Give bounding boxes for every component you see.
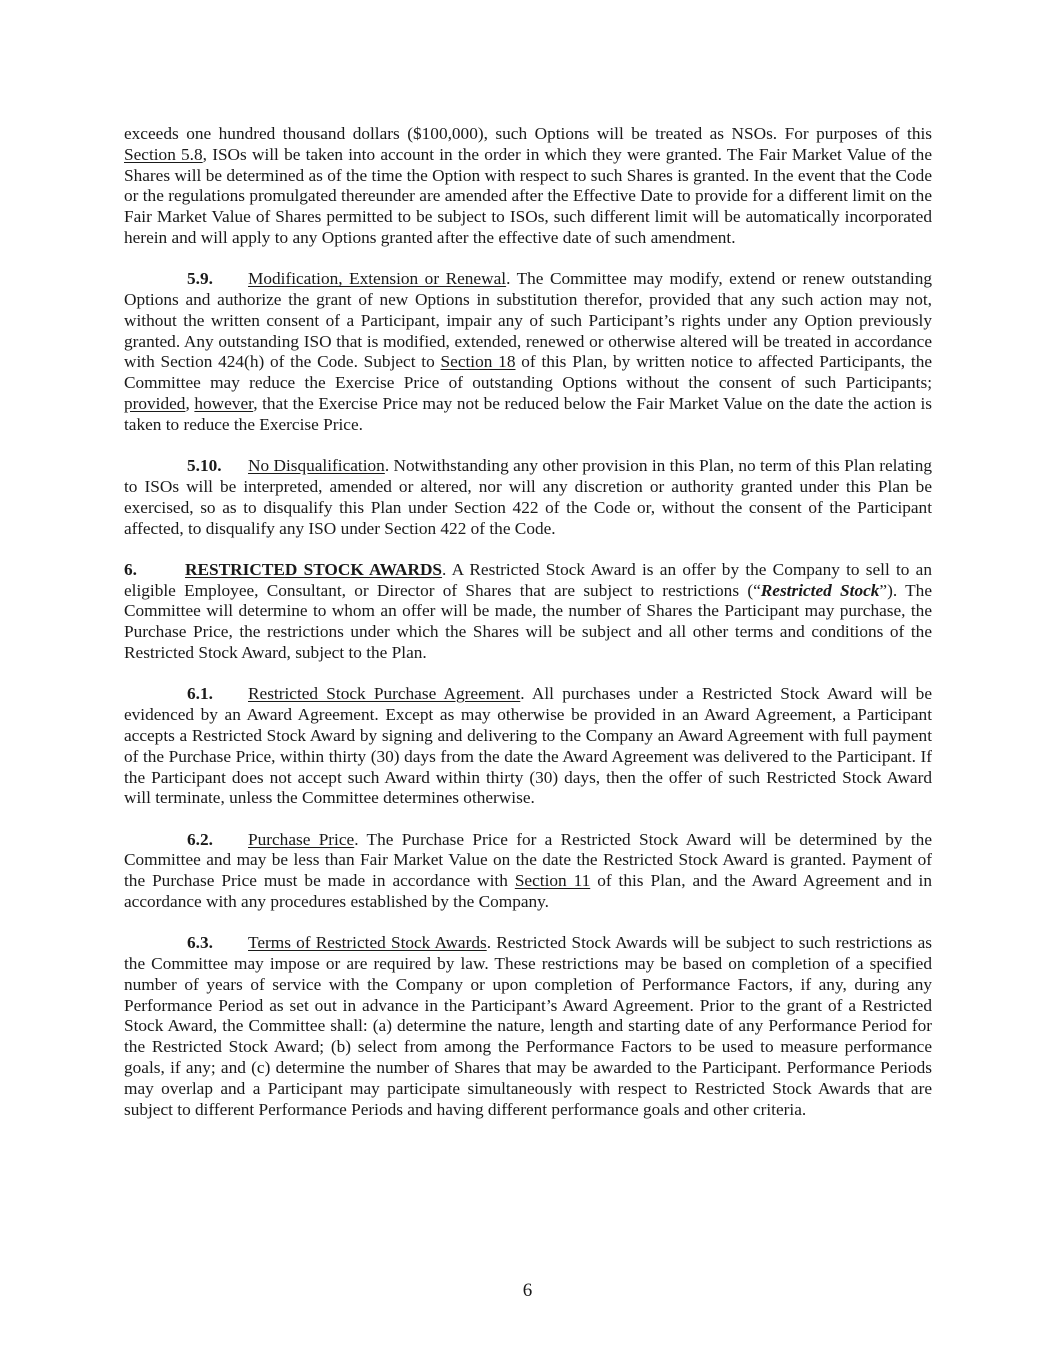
paragraph-continuation: exceeds one hundred thousand dollars ($100,000), such Options will be treated as NSOs. For purposes of this Section 5.8, ISOs will be taken into account in the order in which they were granted. The Fair Market Value of the Shares will be determined as of the time the Option with respect to such Shares is granted. In the event that the Code or the regulations promulgated thereunder are amended after the Effective Date to provide for a different limit on the Fair Market Value of Shares permitted to be subject to ISOs, such different limit will be automatically incorporated herein and will apply to any Options granted after the effective date of such amendment. [124,124,932,247]
section-number: 6.3. [187,933,213,953]
section-18-reference: Section 18 [440,352,516,372]
section-11-reference: Section 11 [514,871,591,891]
section-heading: Purchase Price [248,829,355,849]
page-number: 6 [522,1280,533,1301]
section-heading: No Disqualification [248,456,385,476]
section-number: 5.10. [187,456,222,476]
section-6-3: 6.3. Terms of Restricted Stock Awards. Restricted Stock Awards will be subject to such restrictions as the Committee may impose or are required by law. These restrictions may be based on completion of a specified number of years of service with the Company or upon completion of Performance Factors, if any, during any Performance Period as set out in advance in the Participant’s Award Agreement. Prior to the grant of a Restricted Stock Award, the Committee shall: (a) determine the nature, length and starting date of any Performance Period for the Restricted Stock Award; (b) select from among the Performance Factors to be used to measure performance goals, if any; and (c) determine the number of Shares that may be awarded to the Participant. Performance Periods may overlap and a Participant may participate simultaneously with respect to Restricted Stock Awards that are subject to different Performance Periods and having different performance goals and other criteria. [124,933,932,1119]
section-number: 6.1. [187,684,213,704]
section-heading: Restricted Stock Purchase Agreement [248,684,521,704]
section-5-9: 5.9. Modification, Extension or Renewal. The Committee may modify, extend or renew outstanding Options and authorize the grant of new Options in substitution therefor, provided that any such action may not, without the written consent of a Participant, impair any of such Participant’s rights under any Option previously granted. Any outstanding ISO that is modified, extended, renewed or otherwise altered will be treated in accordance with Section 424(h) of the Code. Subject to Section 18 of this Plan, by written notice to affected Participants, the Committee may reduce the Exercise Price of outstanding Options without the consent of such Participants; provided, however, that the Exercise Price may not be reduced below the Fair Market Value on the date the action is taken to reduce the Exercise Price. [124,269,933,434]
defined-term: Restricted Stock [760,580,880,600]
document-page [124,124,932,1120]
section-5-8-reference: Section 5.8 [124,144,203,164]
section-6-1: 6.1. Restricted Stock Purchase Agreement. All purchases under a Restricted Stock Award will be evidenced by an Award Agreement. Except as may otherwise be provided in an Award Agreement, a Participant accepts a Restricted Stock Award by signing and delivering to the Company an Award Agreement with full payment of the Purchase Price, within thirty (30) days from the date the Award Agreement was delivered to the Participant. If the Participant does not accept such Award within thirty (30) days, then the offer of such Restricted Stock Award will terminate, unless the Committee determines otherwise. [124,684,932,808]
section-5-10: 5.10. No Disqualification. Notwithstanding any other provision in this Plan, no term of this Plan relating to ISOs will be interpreted, amended or altered, nor will any discretion or authority granted under this Plan be exercised, so as to disqualify this Plan under Section 422 of the Code or, without the consent of the Participant affected, to disqualify any ISO under Section 422 of the Code. [124,456,932,538]
section-heading: RESTRICTED STOCK AWARDS [185,559,443,579]
section-6: 6. RESTRICTED STOCK AWARDS. A Restricted Stock Award is an offer by the Company to sell to an eligible Employee, Consultant, or Director of Shares that are subject to restrictions (“Restricted Stock”). The Committee will determine to whom an offer will be made, the number of Shares the Participant may purchase, the Purchase Price, the restrictions under which the Shares will be subject and all other terms and conditions of the Restricted Stock Award, subject to the Plan. [124,559,932,663]
section-heading: Modification, Extension or Renewal [248,269,507,289]
section-number: 6.2. [187,829,213,849]
section-number: 6. [124,559,137,579]
section-6-2: 6.2. Purchase Price. The Purchase Price for a Restricted Stock Award will be determined by the Committee and may be less than Fair Market Value on the date the Restricted Stock Award is granted. Payment of the Purchase Price must be made in accordance with Section 11 of this Plan, and the Award Agreement and in accordance with any procedures established by the Company. [124,829,933,911]
however-term: however [194,394,254,414]
section-number: 5.9. [187,269,213,289]
provided-term: provided [124,394,186,414]
section-heading: Terms of Restricted Stock Awards [248,933,487,953]
